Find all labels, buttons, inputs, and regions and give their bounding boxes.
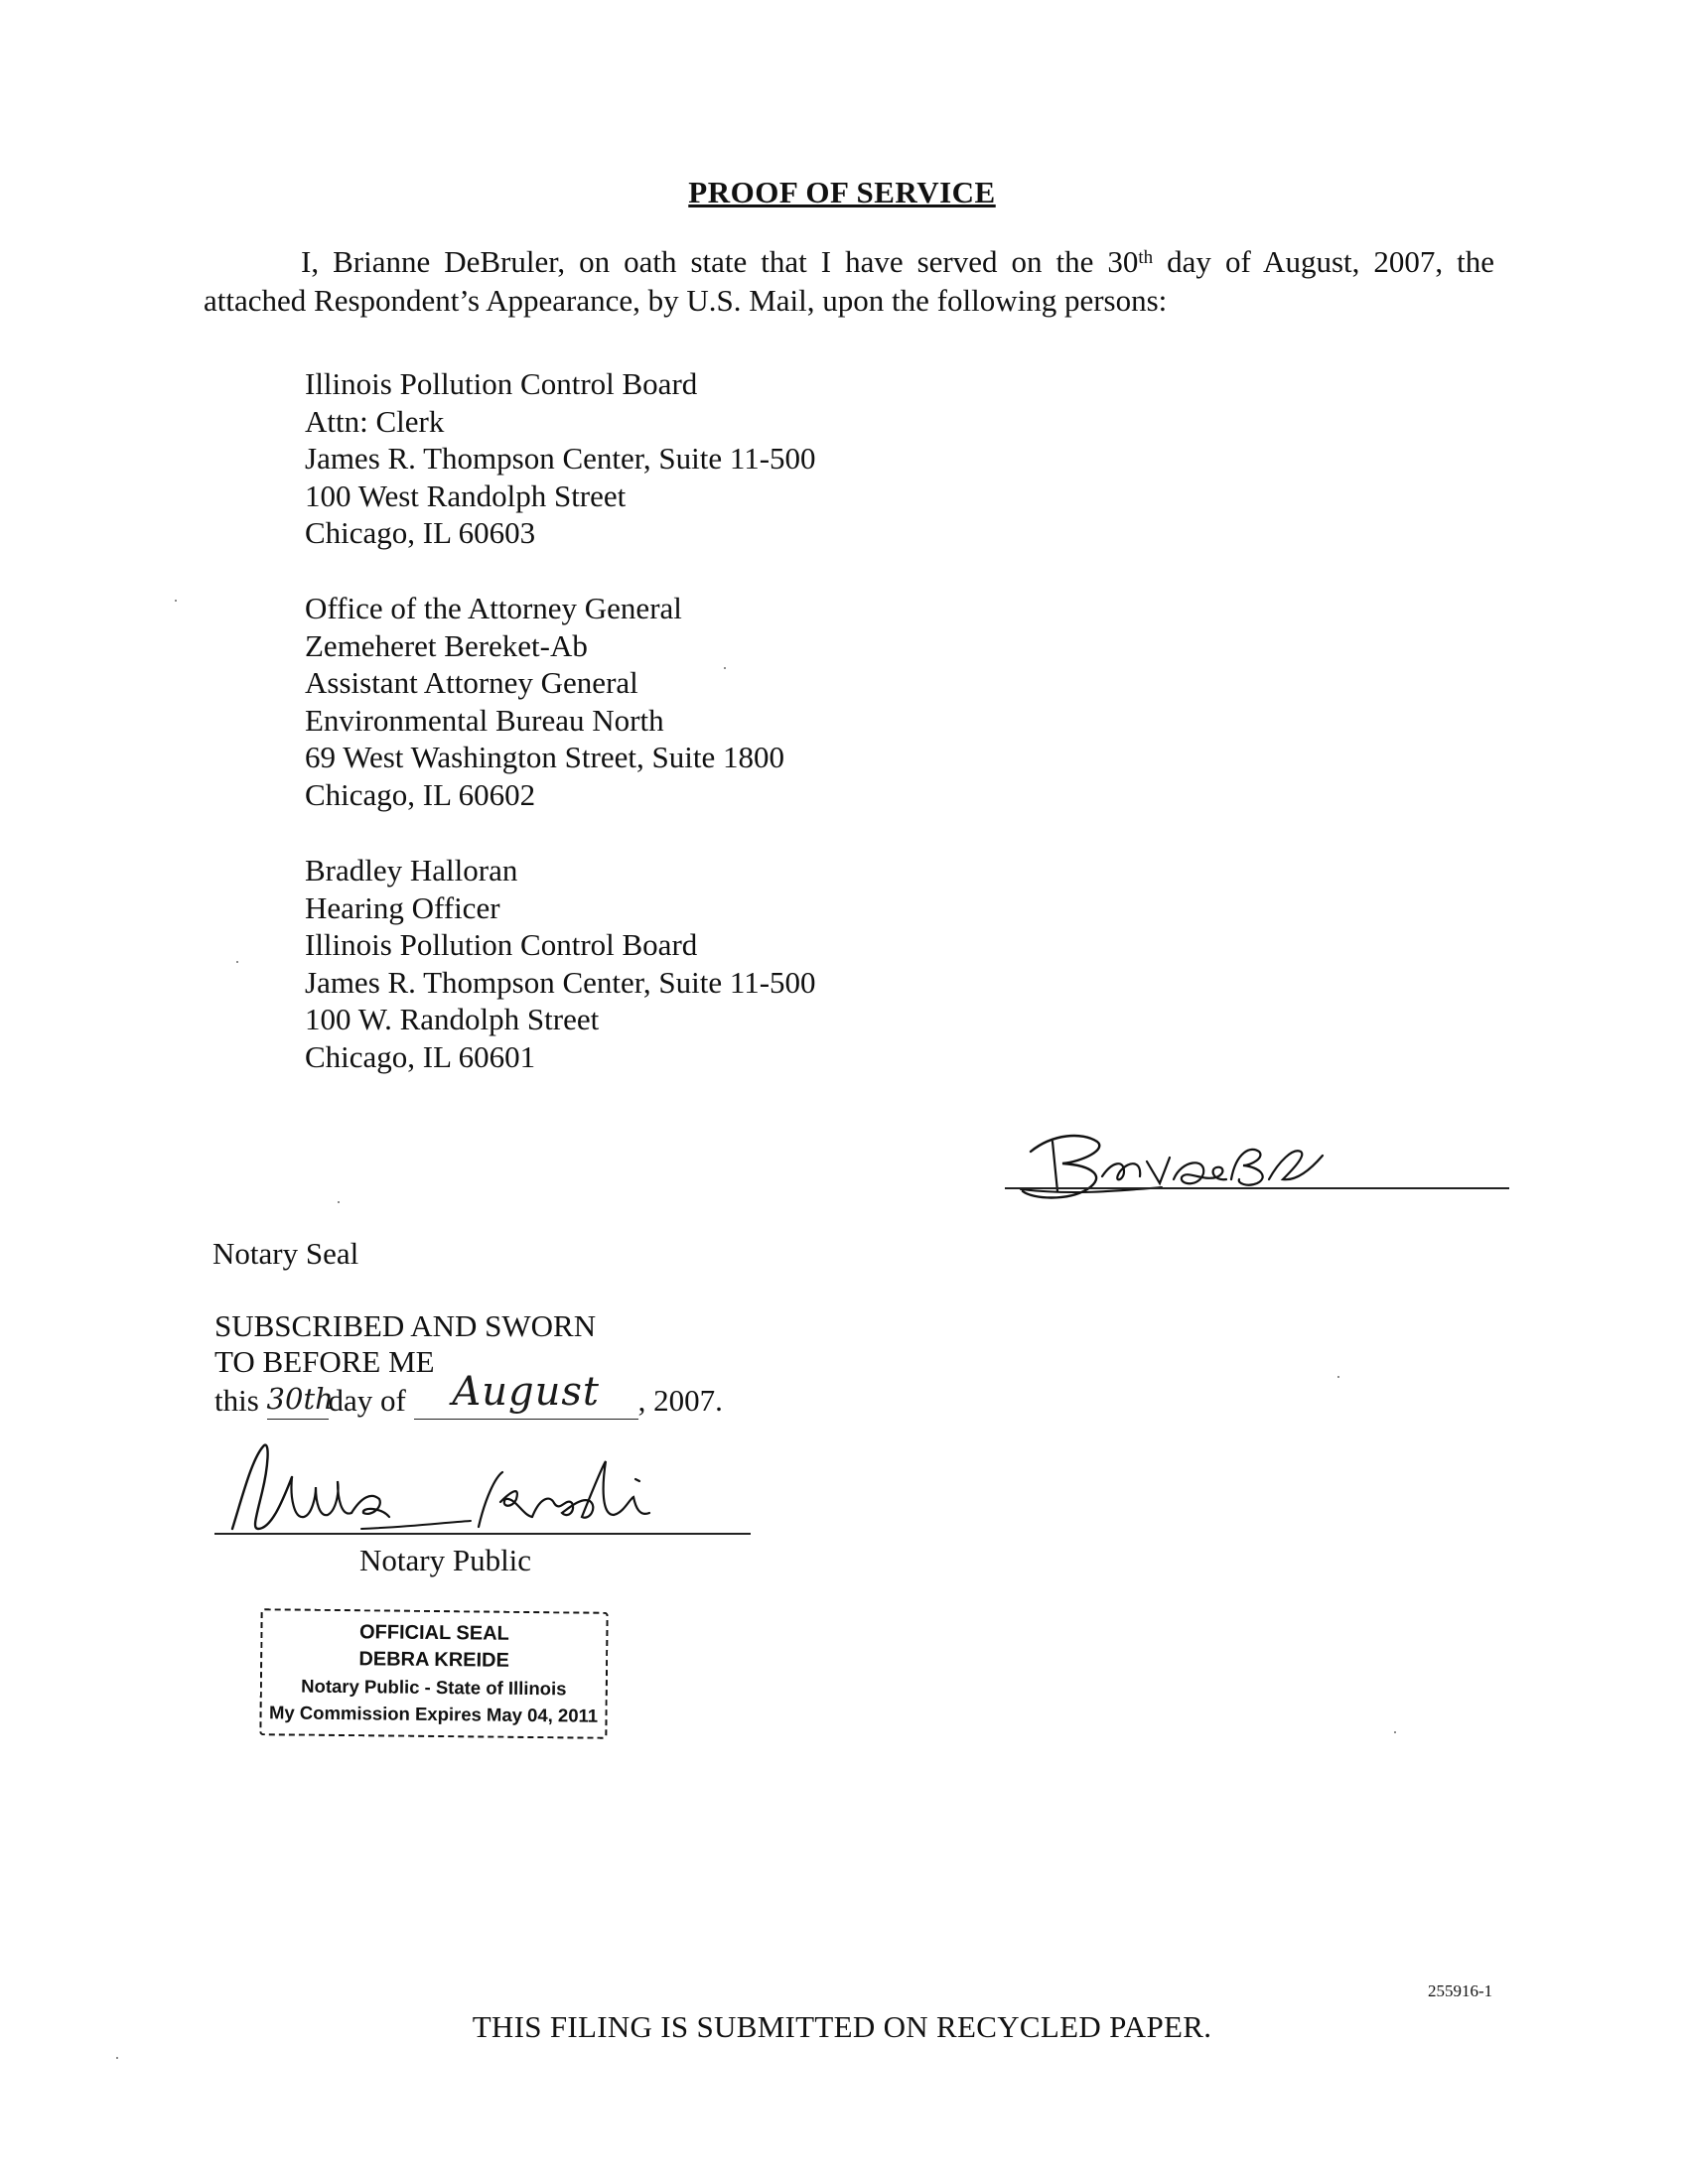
notary-public-label: Notary Public (359, 1543, 532, 1577)
scan-speck (175, 600, 177, 602)
seal-line-3: Notary Public - State of Illinois (301, 1675, 567, 1700)
seal-line-2: DEBRA KREIDE (358, 1648, 510, 1672)
recipient-address-2 (305, 590, 784, 813)
notary-seal-label: Notary Seal (212, 1236, 359, 1271)
scan-speck (116, 2057, 118, 2059)
address-line: Hearing Officer (305, 889, 500, 925)
address-line: Chicago, IL 60601 (305, 1038, 536, 1074)
server-signature (1013, 1122, 1390, 1211)
notary-signature (212, 1437, 749, 1537)
scan-speck (724, 667, 726, 669)
handwritten-day: 30th (266, 1382, 334, 1416)
seal-line-1: OFFICIAL SEAL (358, 1621, 509, 1645)
address-line: Assistant Attorney General (305, 665, 638, 700)
server-signature-line (1005, 1187, 1509, 1189)
address-line: James R. Thompson Center, Suite 11-500 (305, 964, 816, 1000)
address-line: Office of the Attorney General (305, 591, 682, 625)
sworn-line-1: SUBSCRIBED AND SWORN (214, 1308, 597, 1343)
address-line: 69 West Washington Street, Suite 1800 (305, 740, 784, 774)
address-line: Environmental Bureau North (305, 702, 664, 738)
address-line: Bradley Halloran (305, 853, 518, 887)
address-line: James R. Thompson Center, Suite 11-500 (305, 441, 816, 476)
sworn-statement (214, 1308, 723, 1420)
intro-paragraph (204, 242, 1494, 320)
handwritten-month: August (452, 1369, 600, 1415)
sworn-line-2: TO BEFORE ME (214, 1344, 435, 1379)
intro-before-day: I, Brianne DeBruler, on oath state that I have served on the 30 (301, 244, 1139, 279)
address-line: Attn: Clerk (305, 403, 445, 439)
notary-signature-line (214, 1533, 751, 1535)
month-blank (414, 1369, 638, 1420)
address-line: 100 West Randolph Street (305, 478, 627, 513)
sworn-this: this (214, 1383, 267, 1418)
scan-speck (1394, 1731, 1396, 1733)
sworn-year: , 2007. (637, 1383, 723, 1418)
scan-speck (236, 961, 238, 963)
address-line: 100 W. Randolph Street (305, 1002, 600, 1036)
official-seal-stamp (259, 1608, 608, 1739)
scan-speck (338, 1201, 340, 1203)
address-line: Illinois Pollution Control Board (305, 927, 698, 962)
recipient-address-3 (305, 852, 816, 1075)
page-title: PROOF OF SERVICE (688, 175, 996, 209)
address-line: Zemeheret Bereket-Ab (305, 627, 588, 663)
address-line: Chicago, IL 60603 (305, 515, 536, 550)
day-blank (266, 1382, 334, 1420)
scan-speck (1337, 1376, 1339, 1378)
sworn-day-of: day of (328, 1383, 414, 1418)
sworn-line-3 (214, 1369, 723, 1420)
recipient-address-1 (305, 365, 816, 552)
address-line: Illinois Pollution Control Board (305, 366, 698, 401)
document-number: 255916-1 (1428, 1981, 1493, 2000)
intro-after-day: day of August, 2007, the attached Respondent’s Appearance, by U.S. Mail, upon the following persons: (204, 244, 1494, 318)
intro-day-suffix: th (1138, 247, 1154, 268)
seal-line-4: My Commission Expires May 04, 2011 (268, 1702, 599, 1726)
address-line: Chicago, IL 60602 (305, 776, 536, 812)
footer-recycled-notice: THIS FILING IS SUBMITTED ON RECYCLED PAPER. (472, 2009, 1212, 2044)
